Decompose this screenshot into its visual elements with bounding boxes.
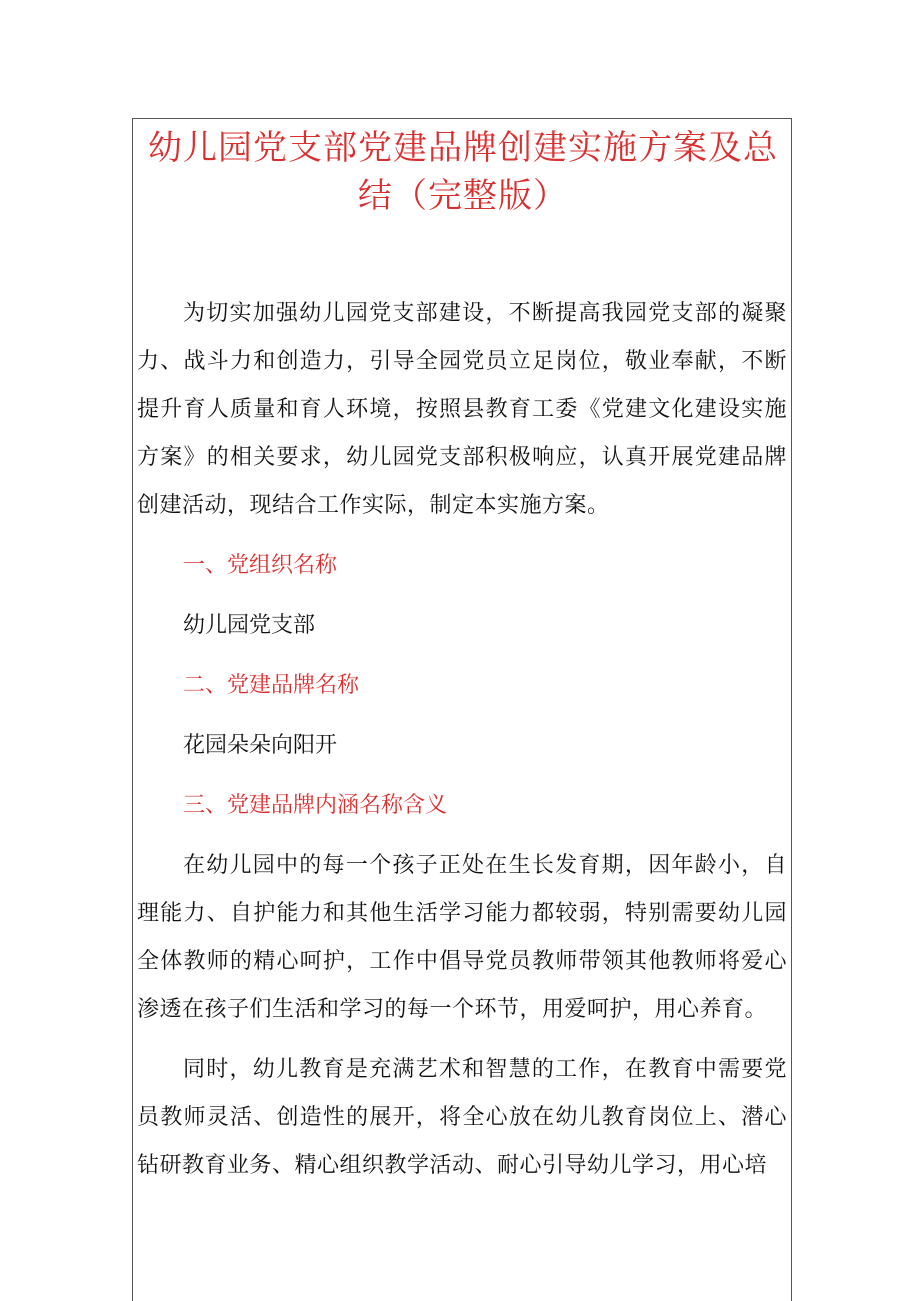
document-body [137,290,787,1190]
section-heading-3: 三、党建品牌内涵名称含义 [183,793,448,818]
document-title [133,124,793,220]
party-org-name: 幼儿园党支部 [183,613,316,638]
intro-paragraph: 为切实加强幼儿园党支部建设，不断提高我园党支部的凝聚力、战斗力和创造力，引导全园党员立足岗位，敬业奉献，不断提升育人质量和育人环境，按照县教育工委《党建文化建设实施方案》的相关要求，幼儿园党支部积极响应，认真开展党建品牌创建活动，现结合工作实际，制定本实施方案。 [137,301,787,518]
brand-meaning-paragraph-2: 同时，幼儿教育是充满艺术和智慧的工作，在教育中需要党员教师灵活、创造性的展开，将全心放在幼儿教育岗位上、潜心钻研教育业务、精心组织教学活动、耐心引导幼儿学习，用心培 [137,1057,787,1178]
title-line-1: 幼儿园党支部党建品牌创建实施方案及总 [148,128,778,168]
brand-name: 花园朵朵向阳开 [183,733,338,758]
title-line-2: 结（完整版） [358,176,568,216]
section-heading-1: 一、党组织名称 [183,553,338,578]
section-heading-2: 二、党建品牌名称 [183,673,360,698]
brand-meaning-paragraph-1: 在幼儿园中的每一个孩子正处在生长发育期，因年龄小，自理能力、自护能力和其他生活学习能力都较弱，特别需要幼儿园全体教师的精心呵护，工作中倡导党员教师带领其他教师将爱心渗透在孩子们生活和学习的每一个环节，用爱呵护，用心养育。 [137,853,787,1022]
